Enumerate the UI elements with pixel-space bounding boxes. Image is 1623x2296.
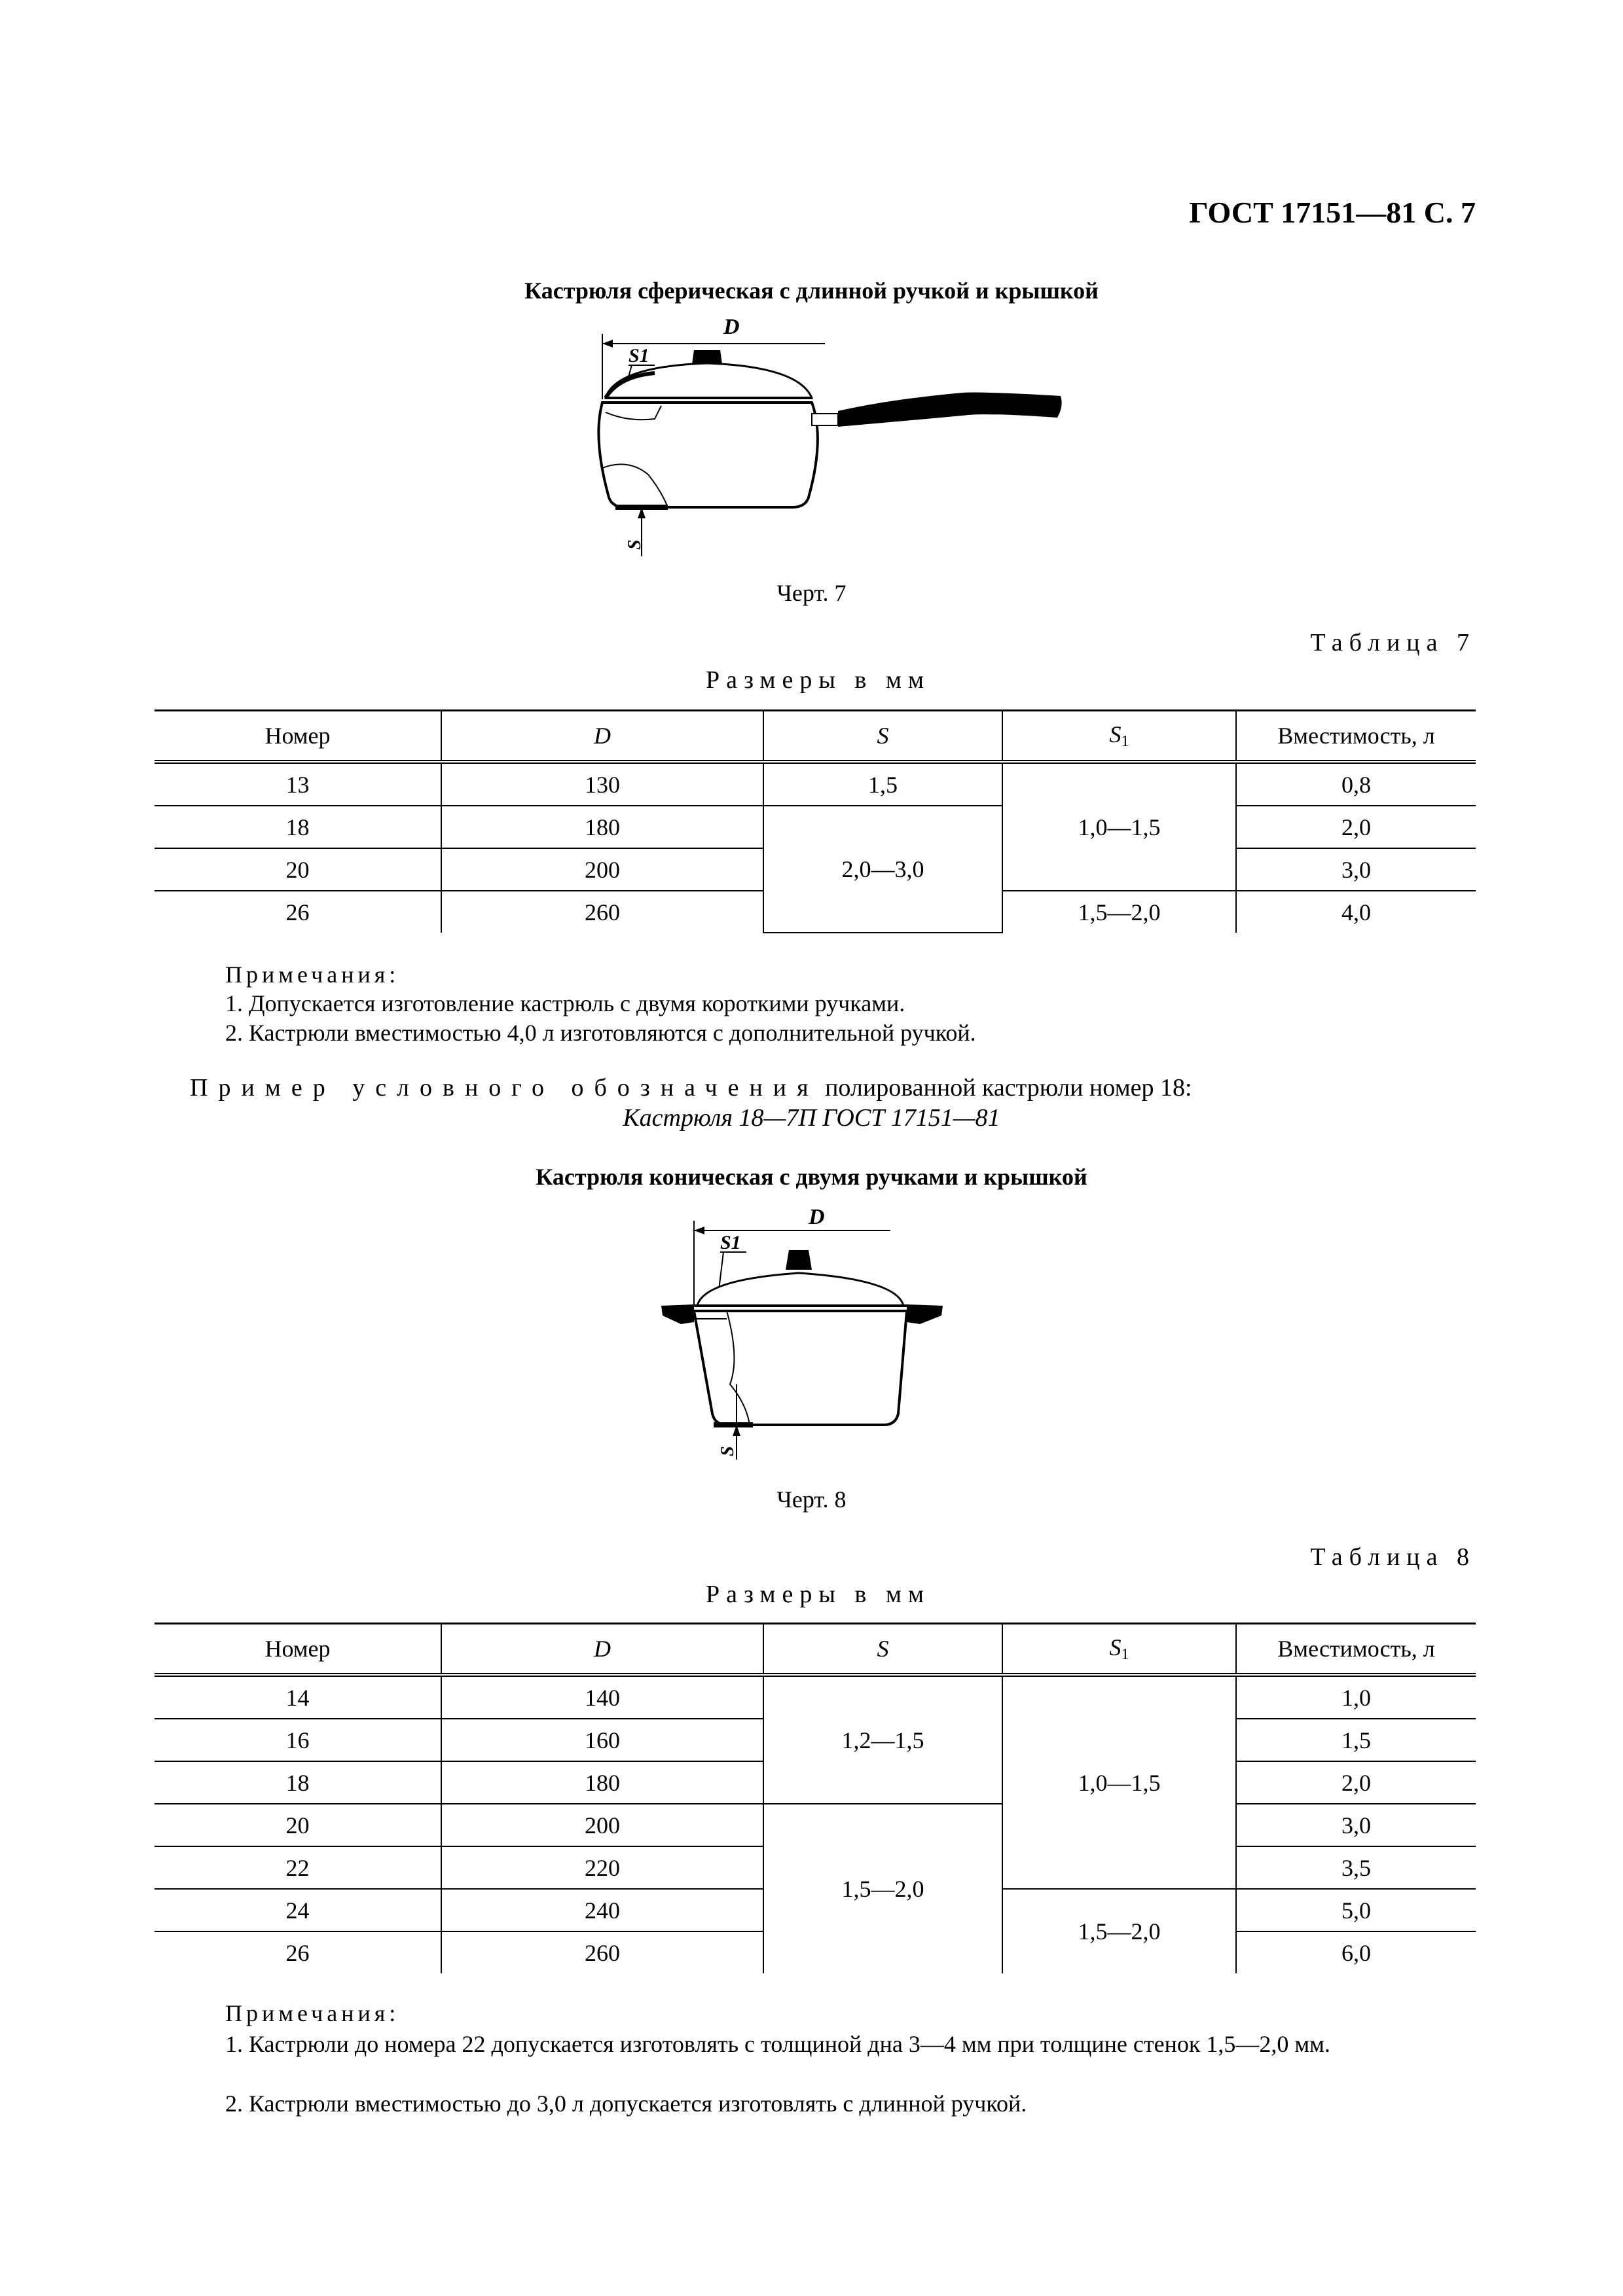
table7-cell: 1,5—2,0 <box>1002 891 1236 933</box>
table8-cell: 180 <box>441 1761 763 1804</box>
table8-header-s1: $S_1$ <box>1002 1624 1236 1676</box>
table8-cell-merged: 1,5—2,0 <box>763 1804 1002 1973</box>
example-text: полированной кастрюли номер 18: <box>818 1074 1192 1102</box>
table7-cell: 130 <box>441 762 763 806</box>
example-code: Кастрюля 18—7П ГОСТ 17151—81 <box>623 1104 1000 1132</box>
table8-cell: 6,0 <box>1236 1931 1476 1973</box>
fig7-label-d: D <box>723 315 740 339</box>
table8-header-capacity: Вместимость, л <box>1236 1624 1476 1676</box>
table-row <box>155 1804 1476 1846</box>
table7-header-s: S <box>763 711 1002 762</box>
table8-cell: 160 <box>441 1719 763 1761</box>
table8-cell: 140 <box>441 1675 763 1719</box>
page-header: ГОСТ 17151—81 С. 7 <box>1189 196 1476 229</box>
table8-cell: 1,0 <box>1236 1675 1476 1719</box>
table7-cell-merged: 1,0—1,5 <box>1002 762 1236 891</box>
table8-header-d: D <box>441 1624 763 1676</box>
fig8-label-s1: S1 <box>720 1232 741 1253</box>
table7-header-s1: $S_1$ <box>1002 711 1236 762</box>
table8-header-s: S <box>763 1624 1002 1676</box>
table7-header-capacity: Вместимость, л <box>1236 711 1476 762</box>
figure8-title: Кастрюля коническая с двумя ручками и крышкой <box>536 1164 1087 1190</box>
table8-cell-merged: 1,2—1,5 <box>763 1675 1002 1804</box>
fig7-label-s1: S1 <box>629 345 649 367</box>
table8-cell: 240 <box>441 1889 763 1931</box>
table8-cell: 3,0 <box>1236 1804 1476 1846</box>
table8-cell: 24 <box>155 1889 441 1931</box>
figure7-drawing <box>576 308 1074 569</box>
figure7-title: Кастрюля сферическая с длинной ручкой и крышкой <box>524 278 1099 304</box>
notes8-item-1: 1. Кастрюли до номера 22 допускается изготовлять с толщиной дна 3—4 мм при толщине стенок 1,5—2,0 мм. <box>225 2031 1330 2057</box>
table7-cell: 260 <box>441 891 763 933</box>
table8-cell: 14 <box>155 1675 441 1719</box>
table8-cell-merged: 1,0—1,5 <box>1002 1675 1236 1889</box>
table8-units: Размеры в мм <box>706 1581 930 1608</box>
table7-label: Таблица 7 <box>1310 629 1476 656</box>
table8-cell: 22 <box>155 1846 441 1889</box>
table8-cell: 260 <box>441 1931 763 1973</box>
table8-cell: 2,0 <box>1236 1761 1476 1804</box>
table7-cell: 180 <box>441 806 763 848</box>
table7-cell-merged: 2,0—3,0 <box>763 806 1002 933</box>
notes7-item-1: 1. Допускается изготовление кастрюль с двумя короткими ручками. <box>225 990 905 1016</box>
table7 <box>155 709 1476 933</box>
table8-cell: 16 <box>155 1719 441 1761</box>
table-row <box>155 1675 1476 1719</box>
table8-label: Таблица 8 <box>1310 1543 1476 1571</box>
table7-cell: 26 <box>155 891 441 933</box>
table7-cell: 18 <box>155 806 441 848</box>
table-row <box>155 806 1476 848</box>
table8-cell: 3,5 <box>1236 1846 1476 1889</box>
table8-header-number: Номер <box>155 1624 441 1676</box>
table7-cell: 4,0 <box>1236 891 1476 933</box>
fig8-label-d: D <box>809 1205 825 1229</box>
table8-cell: 20 <box>155 1804 441 1846</box>
table7-cell: 200 <box>441 848 763 891</box>
table8-cell-merged: 1,5—2,0 <box>1002 1889 1236 1973</box>
table8-cell: 1,5 <box>1236 1719 1476 1761</box>
notes8-heading: Примечания: <box>225 2000 400 2026</box>
fig8-label-s: S <box>718 1446 738 1456</box>
table8-cell: 5,0 <box>1236 1889 1476 1931</box>
table7-header-number: Номер <box>155 711 441 762</box>
table7-header-d: D <box>441 711 763 762</box>
example-line <box>190 1073 1192 1102</box>
table7-cell: 3,0 <box>1236 848 1476 891</box>
table8-cell: 18 <box>155 1761 441 1804</box>
figure8-caption: Черт. 8 <box>776 1486 847 1513</box>
example-spaced: Пример условного обозначения <box>190 1074 819 1102</box>
table8-cell: 220 <box>441 1846 763 1889</box>
table7-cell: 20 <box>155 848 441 891</box>
fig7-label-s: S <box>625 539 645 550</box>
notes7-item-2: 2. Кастрюли вместимостью 4,0 л изготовляются с дополнительной ручкой. <box>225 1020 976 1046</box>
figure8-drawing <box>655 1194 956 1469</box>
figure7-caption: Черт. 7 <box>776 580 847 606</box>
table-row <box>155 762 1476 806</box>
notes7-heading: Примечания: <box>225 961 400 988</box>
table7-cell: 2,0 <box>1236 806 1476 848</box>
table7-cell: 13 <box>155 762 441 806</box>
table8 <box>155 1623 1476 1973</box>
table8-cell: 26 <box>155 1931 441 1973</box>
table7-cell: 0,8 <box>1236 762 1476 806</box>
notes8-item-2: 2. Кастрюли вместимостью до 3,0 л допускается изготовлять с длинной ручкой. <box>225 2090 1027 2117</box>
table8-cell: 200 <box>441 1804 763 1846</box>
table7-cell: 1,5 <box>763 762 1002 806</box>
table7-units: Размеры в мм <box>706 666 930 694</box>
